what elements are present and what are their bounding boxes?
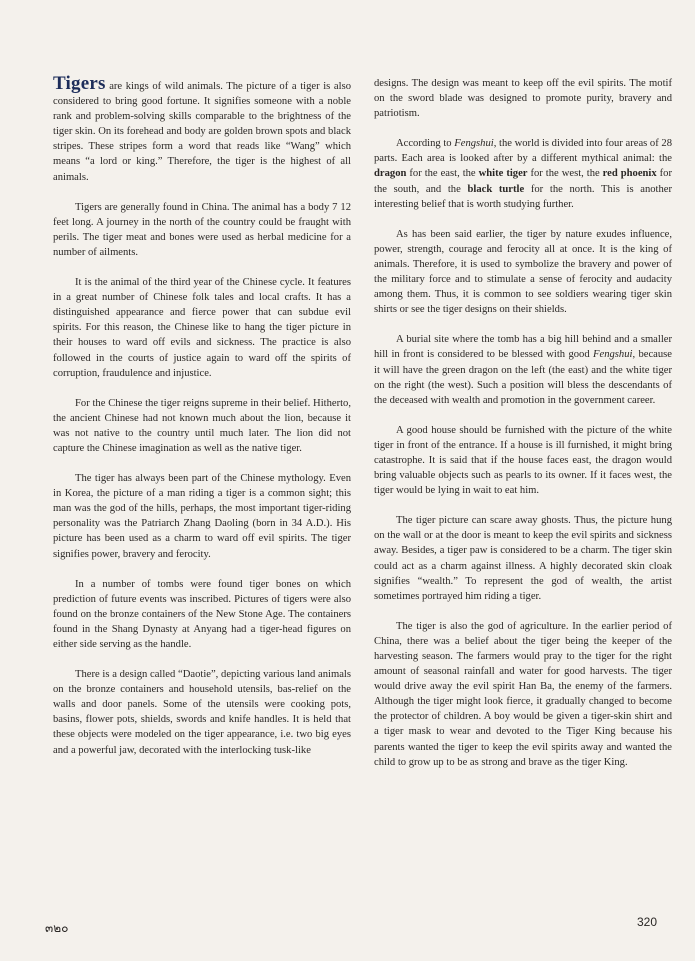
paragraph: Tigers are generally found in China. The animal has a body 7 12 feet long. A journey in the north of the country could be fraught with perils. The tiger meat and bones were used as herbal medicine for a number of ailments. [53,201,351,258]
paragraph [53,73,351,185]
text-run: for the west, the [527,168,603,180]
text-run: According to [396,138,455,150]
paragraph [374,136,672,211]
term-red-phoenix: red phoenix [602,168,657,180]
left-column [53,73,351,773]
paragraph: It is the animal of the third year of the Chinese cycle. It features in a great number of Chinese folk tales and local crafts. It has a distinguished appearance and fierce power that can subdue evil spirits. For this reason, the Chinese like to hang the tiger picture in their houses to ward off evils and sickness. The practice is also followed in the courts of justice again to ward off the spirits of corruption, fraudulence and injustice. [53,277,351,379]
text-run: for the north. This is another interesting belief that is worth studying further. [374,183,673,210]
paragraph: The tiger has always been part of the Chinese mythology. Even in Korea, the picture of a man riding a tiger is a common sight; this man was the god of the hills, perhaps, the most important tiger-riding personality was the Patriarch Zhang Daoling (born in 34 A.D.). His picture has been used as a charm to ward off evil spirits. The tiger signifies power, bravery and ferocity. [53,473,351,560]
thai-page-number: ๓๒๐ [45,921,69,935]
paragraph: A good house should be furnished with the picture of the white tiger in front of the entrance. If a house is ill furnished, it might bring catastrophe. It is said that if the house faces east, the dragon would bring valuable objects such as pearls to its owner. If it faces west, the tiger would be lying in wait to eat him. [374,424,672,497]
term-black-turtle: black turtle [467,183,525,195]
paragraph: There is a design called “Daotie”, depicting various land animals on the bronze containers and household utensils, bas-relief on the walls and door panels. Some of the utensils were cooking pots, basins, flower pots, shields, swords and knife handles. It is held that these objects were modeled on the tiger appearance, i.e. two big eyes and a powerful jaw, decorated with the interlocking tusk-like [53,669,351,756]
paragraph: In a number of tombs were found tiger bones on which prediction of future events was inscribed. Pictures of tigers were also found on the bronze containers of the New Stone Age. The containers found in the Shang Dynasty at Anyang had a tiger-head figures on either side serving as the handle. [53,578,351,650]
fengshui-term: Fengshui [454,138,494,150]
paragraph: As has been said earlier, the tiger by nature exudes influence, power, strength, courage and ferocity all at once. It is the king of animals. Therefore, it is used to symbolize the bravery and power of the military force and to stimulate a sense of ferocity and audacity among them. Thus, it is common to see soldiers wearing tiger skin shirts or see the tiger designs on their shields. [374,228,672,316]
lead-word: Tigers [53,73,106,94]
text-run: for the east, the [406,168,479,180]
text-run: , the world is divided into four areas of 28 parts. Each area is looked after by a different mythical animal: the [374,138,672,165]
text-run: A burial site where the tomb has a big hill behind and a smaller hill in front is considered to be blessed with good [374,334,672,361]
term-dragon: dragon [374,168,407,180]
paragraph: The tiger picture can scare away ghosts. Thus, the picture hung on the wall or at the door is meant to keep the evil spirits and sickness away. Besides, a tiger paw is considered to be a charm. The tiger skin could act as a charm against illness. A highly decorated skin cloak signifies “wealth.” To represent the god of wealth, the artist sometimes portrayed him riding a tiger. [374,515,672,602]
text-run: , because it will have the green dragon on the left (the east) and the white tiger on the right (the west). Such a position will bless the descendants of the deceased with wealth and promotion in the government career. [374,349,672,406]
paragraph-text: are kings of wild animals. The picture of a tiger is also considered to bring good fortune. It signifies someone with a noble rank and problem-solving skills comparable to the brightness of the tiger skin. On its forehead and body are golden brown spots and black stripes. These stripes form a word that reads like “Wang” which means “a lord or king.” Therefore, the tiger is the highest of all animals. [53,81,351,183]
term-white-tiger: white tiger [478,168,528,180]
paragraph: The tiger is also the god of agriculture. In the earlier period of China, there was a belief about the tiger being the keeper of the harvesting season. The farmers would pray to the tiger for the right amount of seasonal rainfall and water for good harvests. The tiger would drive away the evil spirit Han Ba, the enemy of the farmers. Although the tiger might look fierce, it gradually changed to become the protector of children. A boy would be given a tiger-skin shirt and a tiger mask to wear and devoted to the Tiger King because his parents wanted the tiger to keep the evil spirits away and wanted the child to grow up to be as strong and brave as the tiger King. [374,620,672,768]
paragraph: designs. The design was meant to keep off the evil spirits. The motif on the sword blade was designed to promote purity, bravery and patriotism. [374,78,672,120]
text-run: for the south, and the [374,168,672,195]
right-column [374,76,672,785]
paragraph: For the Chinese the tiger reigns supreme in their belief. Hitherto, the ancient Chinese had not known much about the lion, because it was not native to the country until much later. The lion did not capture the Chinese imagination as well as the native tiger. [53,397,351,454]
fengshui-term: Fengshui [593,349,633,361]
paragraph [374,332,672,407]
page-number: 320 [636,915,657,929]
